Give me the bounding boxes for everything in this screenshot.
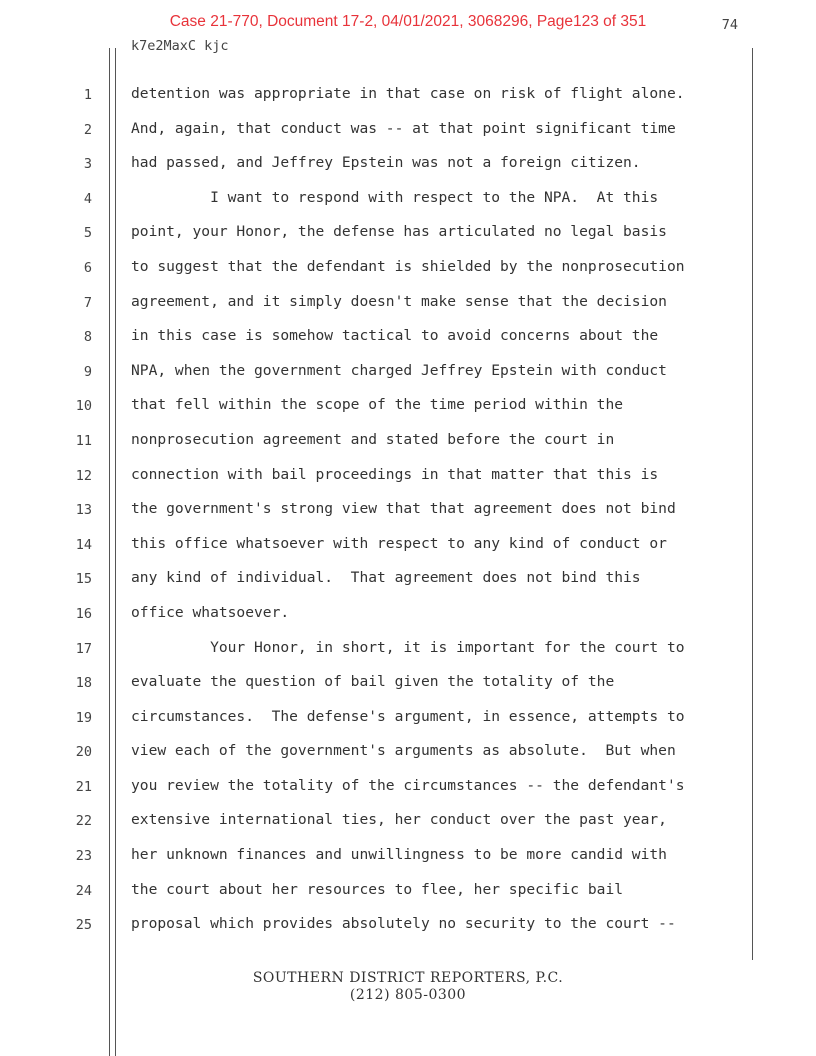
case-header-stamp: Case 21-770, Document 17-2, 04/01/2021, 3068296, Page123 of 351 [169,13,647,30]
line-text: proposal which provides absolutely no security to the court -- [131,915,676,933]
transcript-line [0,355,816,390]
transcript-body [0,78,816,943]
transcript-line [0,701,816,736]
line-text: nonprosecution agreement and stated before the court in [131,430,615,448]
line-number: 7 [83,294,92,311]
line-number: 19 [75,709,92,726]
line-text: her unknown finances and unwillingness to be more candid with [131,846,667,864]
line-text: in this case is somehow tactical to avoid concerns about the [131,327,659,345]
line-number: 15 [75,571,92,588]
transcript-line [0,78,816,113]
line-text: I want to respond with respect to the NPA. At this [131,188,659,206]
page-number: 74 [721,17,738,33]
line-text: connection with bail proceedings in that matter that this is [131,465,659,483]
line-text: point, your Honor, the defense has articulated no legal basis [131,223,667,241]
transcript-line [0,632,816,667]
transcript-line [0,320,816,355]
line-number: 3 [83,156,92,173]
line-number: 1 [83,87,92,103]
line-number: 12 [75,467,92,484]
line-text: Your Honor, in short, it is important for the court to [131,638,685,656]
line-number: 20 [75,744,92,761]
transcript-line [0,735,816,770]
line-number: 24 [75,882,92,899]
line-text: the government's strong view that that agreement does not bind [131,500,676,518]
line-number: 4 [83,190,92,207]
line-text: that fell within the scope of the time period within the [131,396,624,414]
line-text: circumstances. The defense's argument, in essence, attempts to [131,707,685,725]
line-text: detention was appropriate in that case on risk of flight alone. [131,85,685,102]
line-text: had passed, and Jeffrey Epstein was not a foreign citizen. [131,154,641,172]
line-text: And, again, that conduct was -- at that point significant time [131,119,676,137]
transcript-line [0,528,816,563]
line-text: NPA, when the government charged Jeffrey Epstein with conduct [131,361,667,379]
line-text: any kind of individual. That agreement does not bind this [131,569,641,587]
line-number: 14 [75,536,92,553]
line-number: 17 [75,640,92,657]
reporter-name: SOUTHERN DISTRICT REPORTERS, P.C. [252,970,564,986]
transcript-line [0,562,816,597]
line-number: 21 [75,778,92,795]
line-number: 16 [75,605,92,622]
line-text: office whatsoever. [131,603,290,621]
transcript-line [0,839,816,874]
line-text: you review the totality of the circumstances -- the defendant's [131,776,685,794]
line-text: this office whatsoever with respect to any kind of conduct or [131,534,667,552]
transcript-line [0,493,816,528]
transcript-line [0,666,816,701]
transcript-line [0,216,816,251]
line-text: agreement, and it simply doesn't make sense that the decision [131,292,667,310]
transcript-line [0,147,816,182]
reporter-phone: (212) 805-0300 [349,987,467,1003]
line-text: evaluate the question of bail given the totality of the [131,673,615,691]
transcript-line [0,770,816,805]
line-text: to suggest that the defendant is shielded by the nonprosecution [131,257,685,275]
line-text: view each of the government's arguments as absolute. But when [131,742,676,760]
line-number: 25 [75,917,92,934]
line-number: 22 [75,813,92,830]
transcript-line [0,597,816,632]
transcript-line [0,182,816,217]
line-number: 2 [83,121,92,138]
transcript-line [0,459,816,494]
transcript-line [0,874,816,909]
transcript-line [0,908,816,943]
line-number: 23 [75,848,92,865]
transcript-line [0,113,816,148]
reporter-footer [0,970,816,1004]
line-number: 9 [83,363,92,380]
transcript-line [0,424,816,459]
transcript-line [0,286,816,321]
line-text: the court about her resources to flee, her specific bail [131,880,624,898]
line-number: 13 [75,502,92,519]
line-number: 6 [83,259,92,276]
line-number: 8 [83,329,92,346]
transcript-line [0,804,816,839]
transcript-line [0,251,816,286]
line-number: 18 [75,675,92,692]
line-text: extensive international ties, her conduct over the past year, [131,811,667,829]
case-id: k7e2MaxC kjc [131,38,229,54]
transcript-line [0,389,816,424]
line-number: 5 [83,225,92,242]
line-number: 11 [75,432,92,449]
line-number: 10 [75,398,92,415]
